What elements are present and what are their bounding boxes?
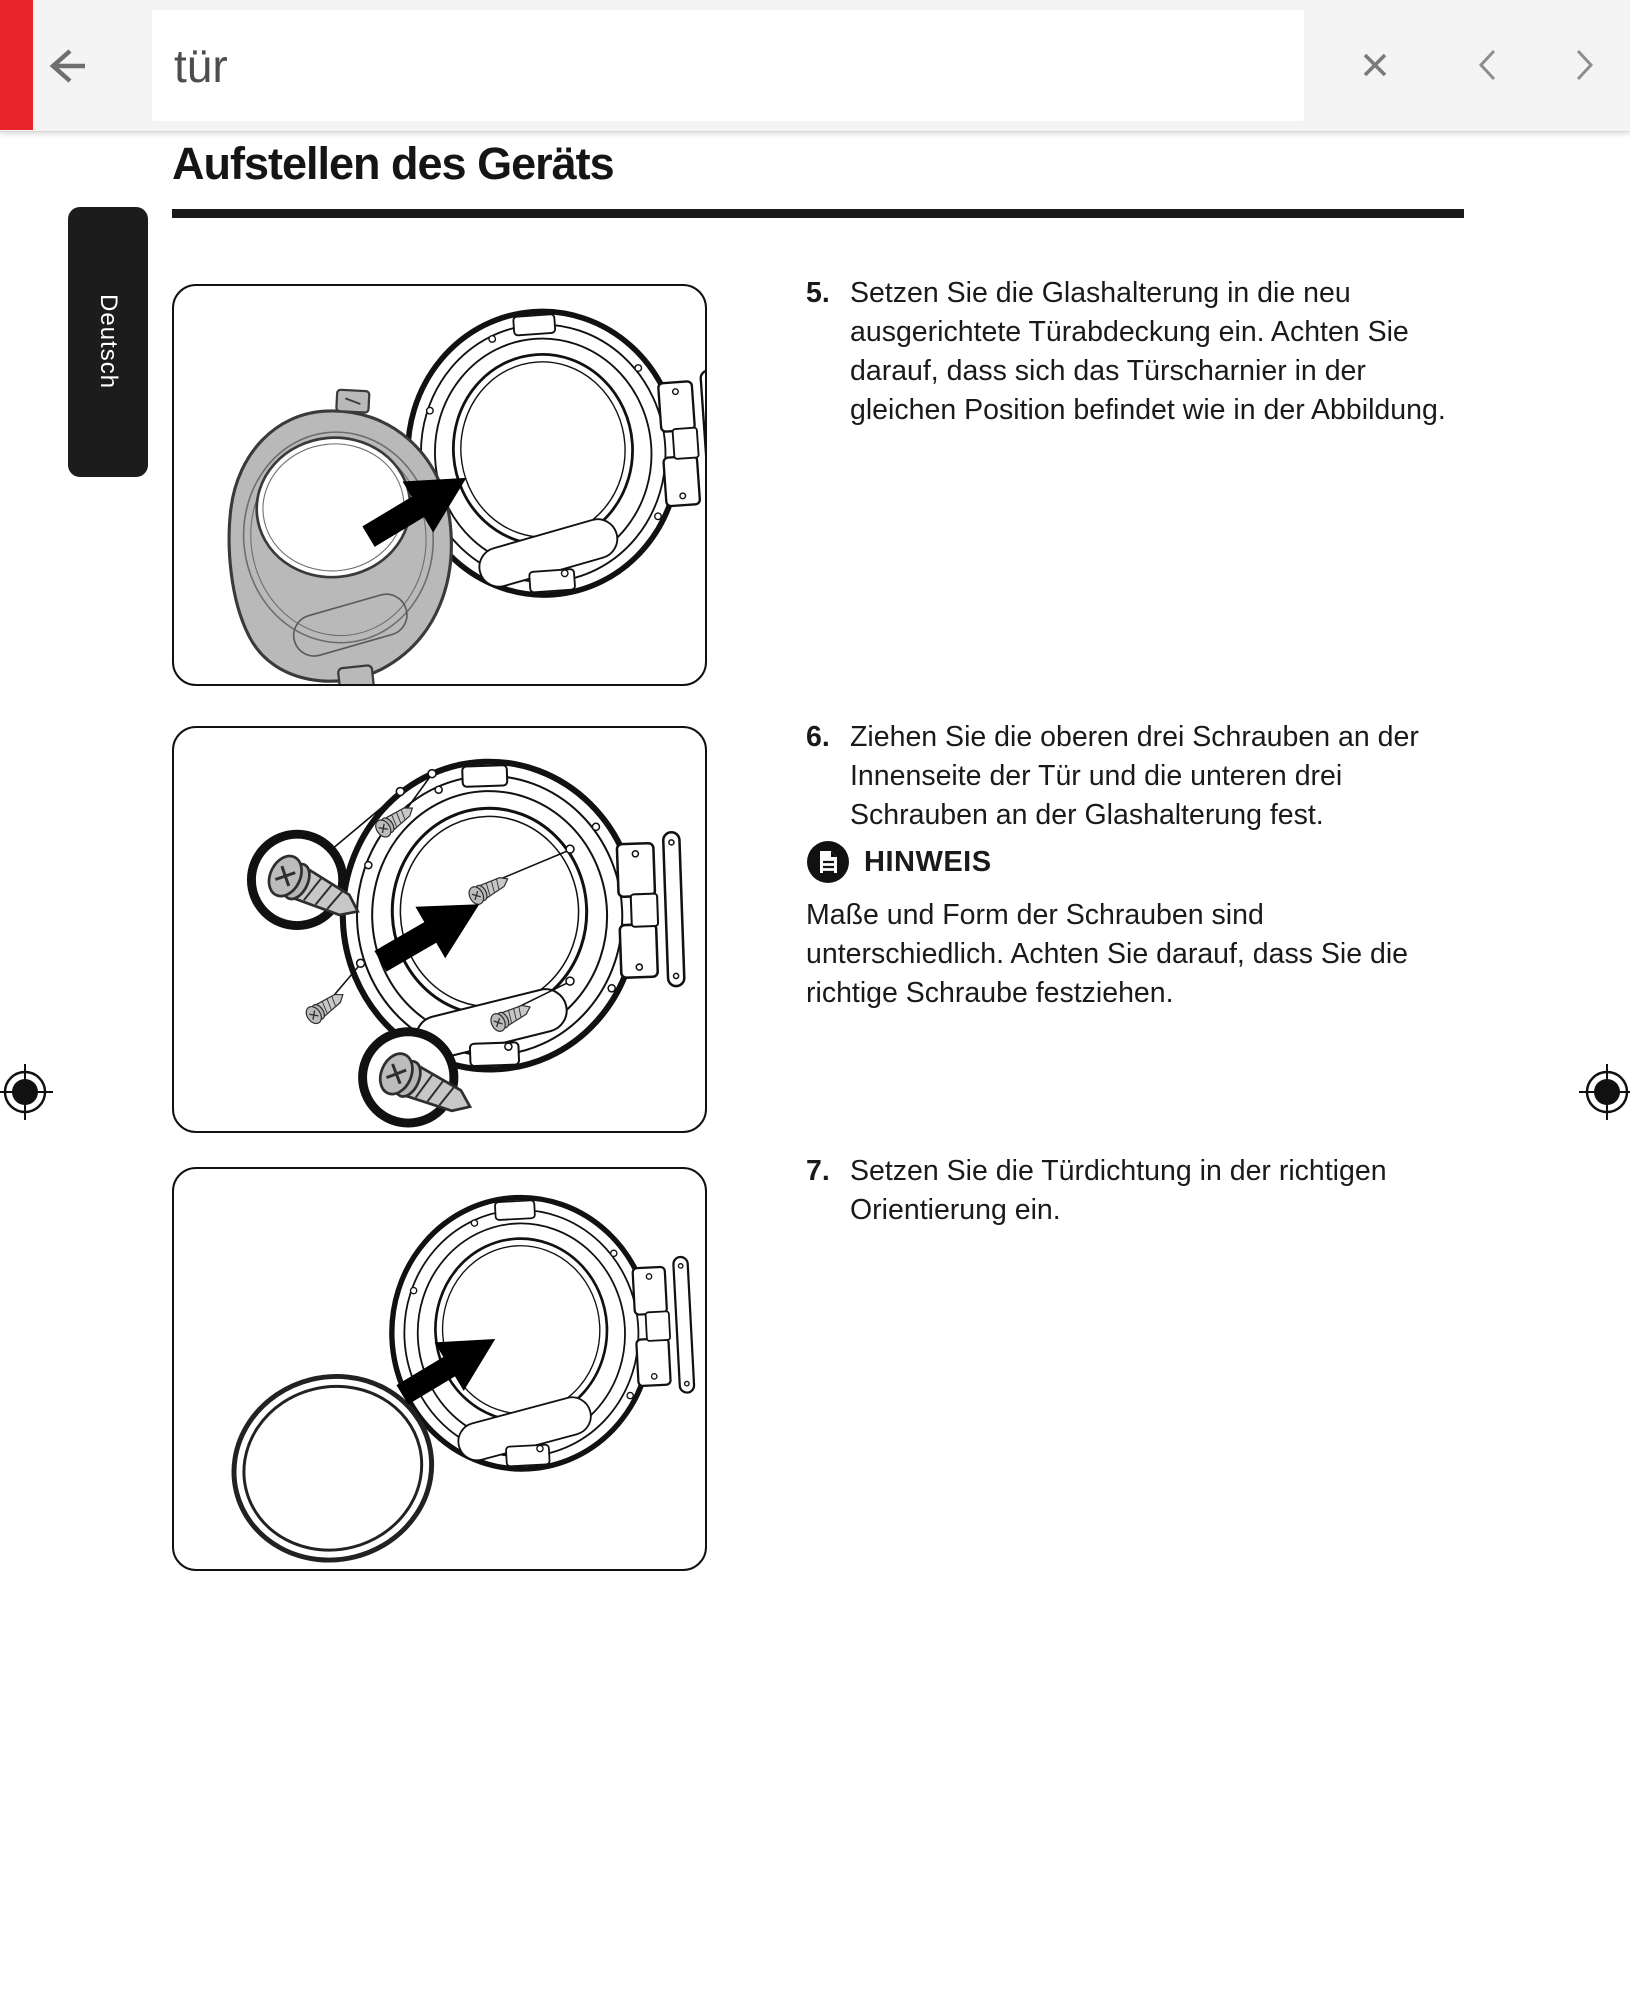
figure-door-seal-insert (172, 1167, 707, 1571)
language-tab-label: Deutsch (95, 294, 122, 390)
back-button[interactable] (38, 38, 94, 94)
previous-result-button[interactable] (1466, 42, 1510, 88)
step-6 (806, 718, 1454, 835)
clear-search-button[interactable] (1352, 42, 1398, 88)
note-text: Maße und Form der Schrauben sind unterschiedlich. Achten Sie darauf, dass Sie die richtige Schraube festziehen. (806, 899, 1409, 1009)
step-number: 7. (806, 1155, 830, 1187)
search-input[interactable] (152, 10, 1304, 121)
language-side-tab (68, 207, 148, 477)
arrow-left-icon (38, 38, 94, 94)
door-illustration-3 (174, 1169, 705, 1569)
step-number: 5. (806, 277, 830, 309)
chevron-left-icon (1466, 42, 1510, 88)
page-title: Aufstellen des Geräts (172, 138, 614, 189)
step-number: 6. (806, 721, 830, 753)
door-illustration-1 (174, 286, 705, 684)
note-heading (806, 838, 992, 886)
step-text: Setzen Sie die Glashalterung in die neu ausgerichtete Türabdeckung ein. Achten Sie darauf, dass sich das Türscharnier in der gleichen Position befindet wie in der Abbildung. (850, 277, 1446, 426)
step-text: Setzen Sie die Türdichtung in der richtigen Orientierung ein. (850, 1155, 1387, 1226)
title-rule (172, 209, 1464, 218)
close-icon (1352, 42, 1398, 88)
search-toolbar (0, 0, 1630, 132)
figure-tighten-screws (172, 726, 707, 1133)
note-label: HINWEIS (864, 845, 992, 878)
step-text: Ziehen Sie die oberen drei Schrauben an der Innenseite der Tür und die unteren drei Schrauben an der Glashalterung fest. (850, 721, 1419, 831)
screen-record-indicator (0, 0, 33, 130)
door-illustration-2 (174, 728, 705, 1131)
chevron-right-icon (1562, 42, 1606, 88)
note-document-icon (806, 840, 850, 884)
step-7 (806, 1152, 1454, 1230)
step-5 (806, 274, 1454, 430)
registration-mark-right (1576, 1061, 1630, 1123)
registration-mark-left (0, 1061, 56, 1123)
figure-glass-holder-insert (172, 284, 707, 686)
next-result-button[interactable] (1562, 42, 1606, 88)
